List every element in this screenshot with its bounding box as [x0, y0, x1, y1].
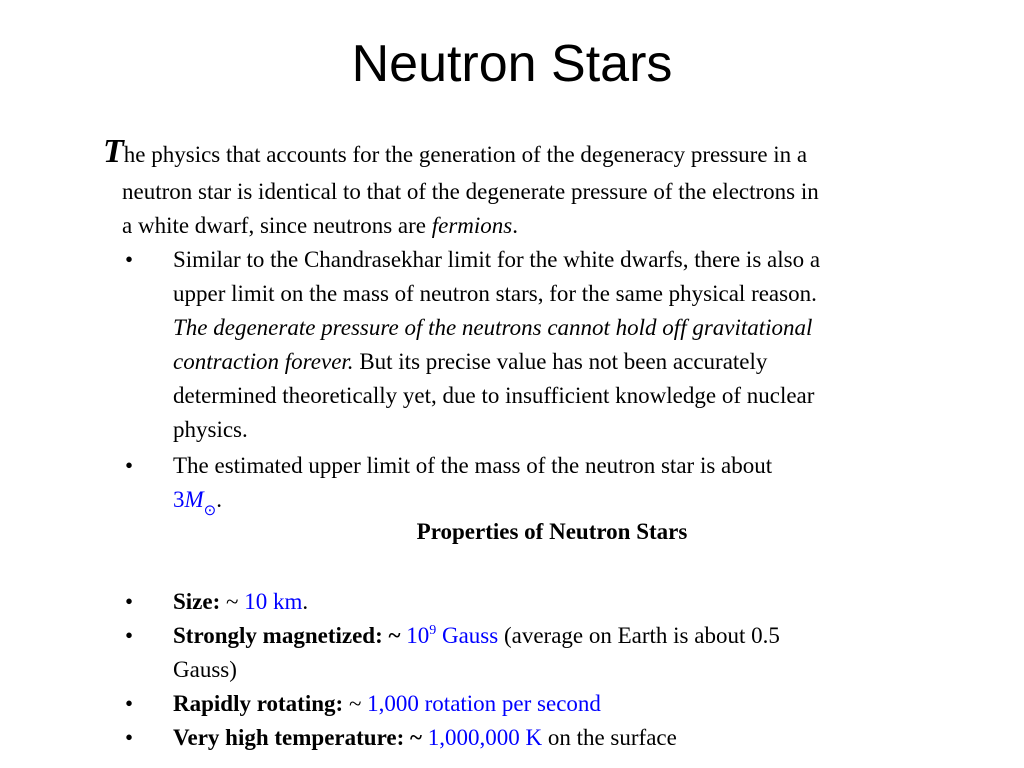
intro-dropcap: T [103, 133, 124, 170]
property-magnetized-line-2: Gauss) [173, 657, 237, 682]
bullet2-line-2: 3M⊙. [173, 487, 222, 519]
property-tilde: ~ [343, 691, 368, 716]
property-rest: (average on Earth is about 0.5 [498, 623, 780, 648]
bullet1-text-4: But its precise value has not been accurately [353, 349, 768, 374]
bullet1-line-3: The degenerate pressure of the neutrons cannot hold off gravitational [173, 315, 813, 340]
intro-text-1: he physics that accounts for the generation of the degeneracy pressure in a [123, 142, 808, 167]
bullet-marker: • [124, 453, 134, 478]
bullet1-line-4 [173, 345, 767, 379]
properties-heading: Properties of Neutron Stars [416, 519, 688, 544]
property-value: 1,000 rotation per second [367, 691, 601, 716]
slide-title: Neutron Stars [351, 35, 673, 93]
property-rest: . [302, 589, 309, 614]
mass-symbol: M [184, 487, 204, 512]
bullet1-line-1: Similar to the Chandrasekhar limit for the white dwarfs, there is also a [173, 247, 821, 272]
bullet1-line-2: upper limit on the mass of neutron stars, for the same physical reason. [173, 281, 817, 306]
bullet-marker: • [124, 691, 134, 716]
intro-line-3 [122, 209, 518, 243]
property-value-unit: Gauss [436, 623, 499, 648]
mass-value: 3 [173, 487, 185, 512]
property-label: Rapidly rotating: [173, 691, 344, 716]
bullet1-italic: contraction forever. [173, 349, 354, 374]
bullet1-line-5: determined theoretically yet, due to insufficient knowledge of nuclear [173, 383, 815, 408]
bullet2-end: . [216, 487, 222, 512]
property-magnetized [173, 619, 780, 653]
property-value: 10 km [244, 589, 303, 614]
intro-text-3-end: . [512, 213, 518, 238]
property-temperature [173, 721, 677, 755]
property-size [173, 585, 308, 619]
bullet2-line-1: The estimated upper limit of the mass of the neutron star is about [173, 453, 773, 478]
property-value: 1,000,000 K [421, 725, 543, 750]
property-label: Strongly magnetized: ~ [173, 623, 401, 648]
property-value-exponent: 9 [429, 623, 437, 638]
bullet-marker: • [124, 725, 134, 750]
intro-text-3: a white dwarf, since neutrons are [122, 213, 432, 238]
intro-line-1 [103, 135, 807, 172]
property-label: Very high temperature: ~ [173, 725, 422, 750]
intro-term-fermions: fermions [431, 213, 513, 238]
bullet1-line-6: physics. [173, 417, 248, 442]
property-rest: on the surface [542, 725, 677, 750]
property-label: Size: [173, 589, 221, 614]
property-tilde: ~ [220, 589, 245, 614]
bullet-marker: • [124, 623, 134, 648]
property-value-base: 10 [400, 623, 430, 648]
intro-line-2: neutron star is identical to that of the degenerate pressure of the electrons in [122, 179, 819, 204]
bullet-marker: • [124, 247, 134, 272]
bullet-marker: • [124, 589, 134, 614]
property-rotating [173, 687, 601, 721]
